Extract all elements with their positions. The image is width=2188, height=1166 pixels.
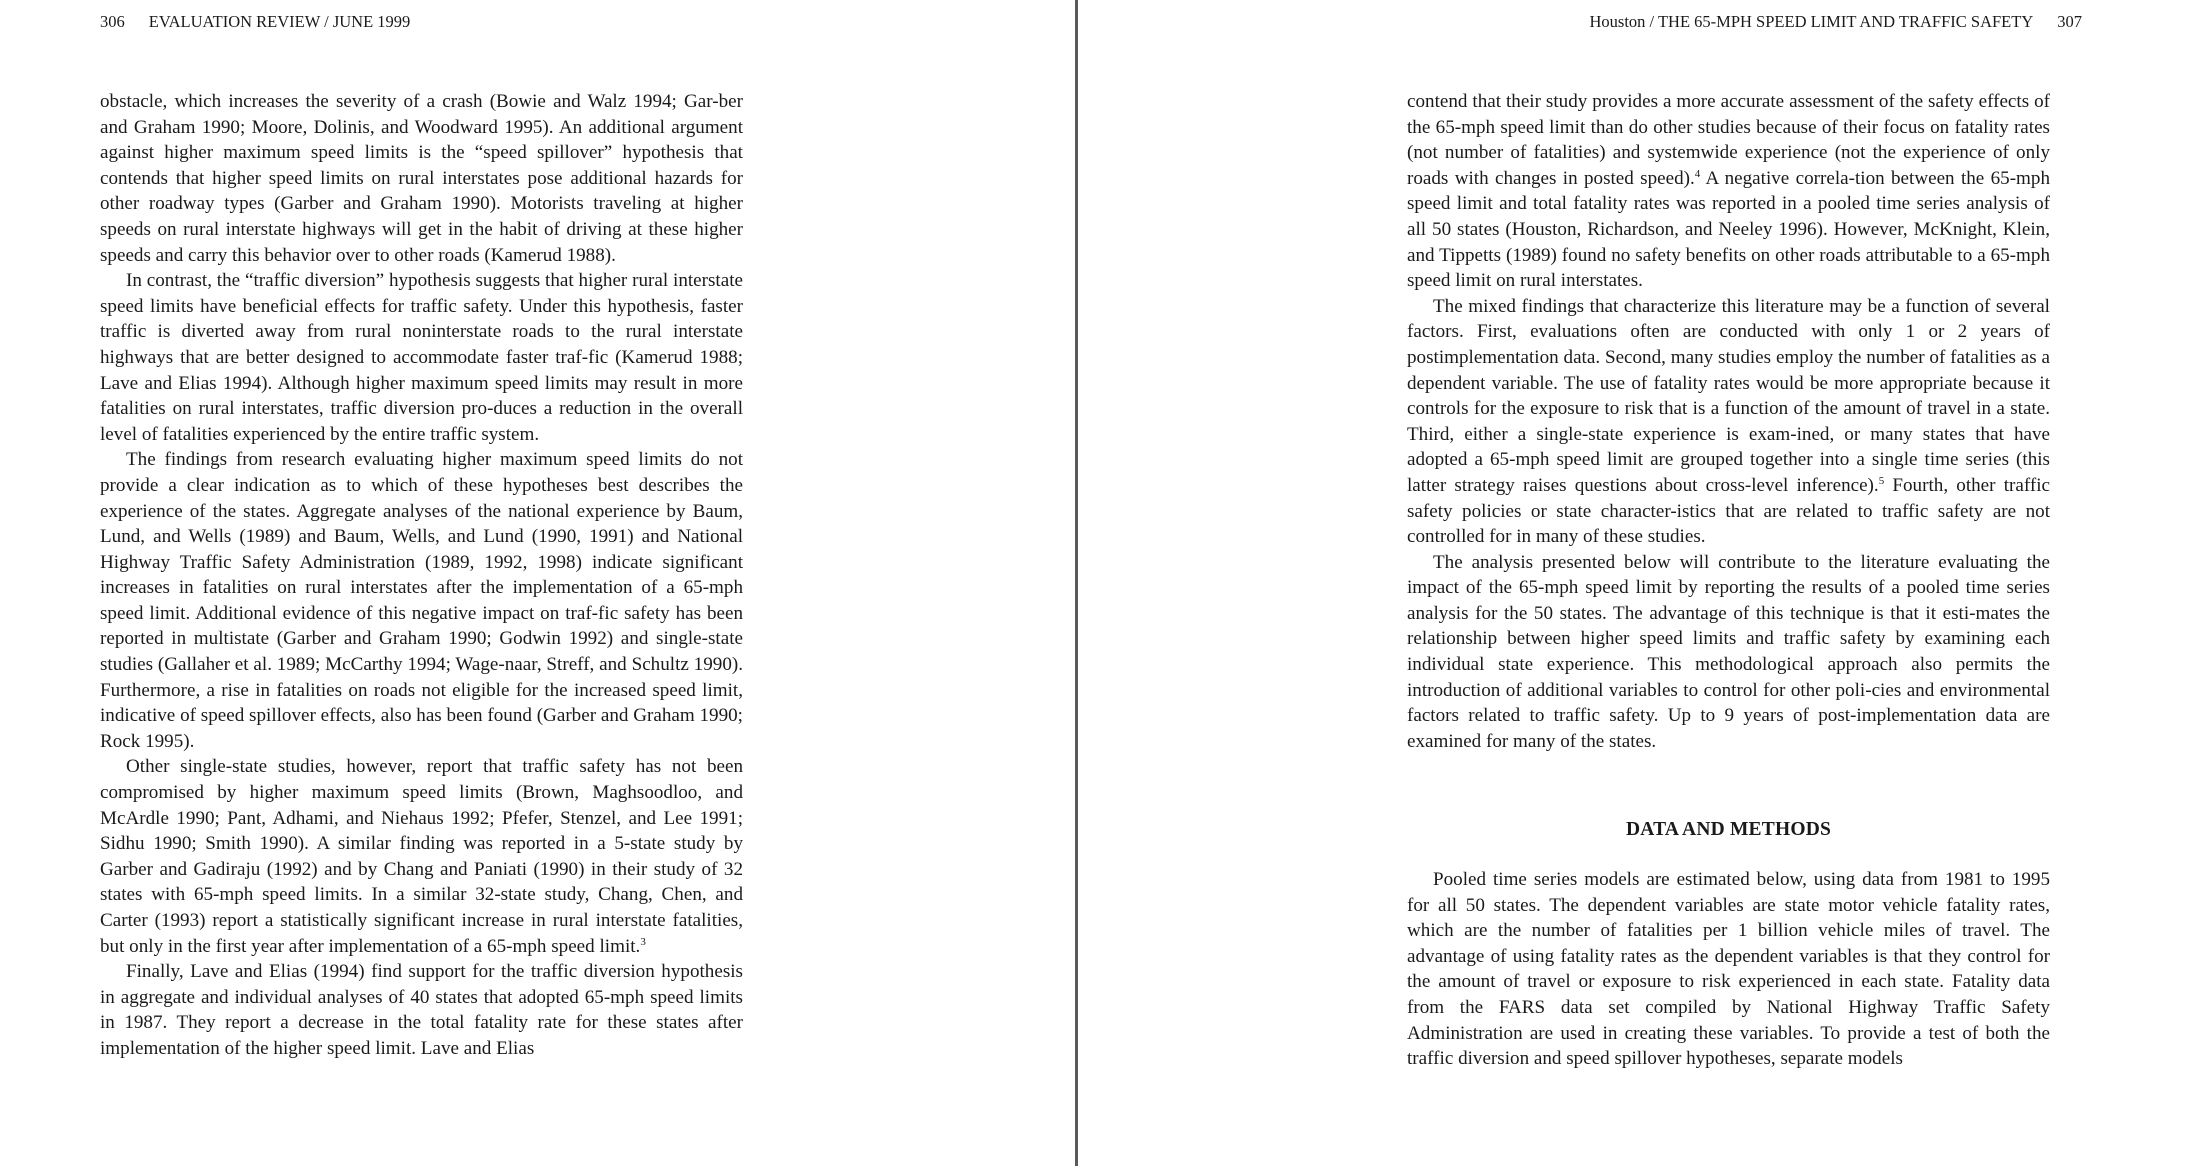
left-text-column	[100, 89, 743, 1062]
right-page-number: 307	[2057, 12, 2082, 31]
right-running-title: Houston / THE 65-MPH SPEED LIMIT AND TRAFFIC SAFETY	[1589, 12, 2034, 31]
left-page	[0, 0, 1075, 1166]
left-running-head	[100, 12, 410, 32]
section-heading: DATA AND METHODS	[1625, 819, 1832, 841]
right-page	[1082, 0, 2188, 1166]
footnote-marker: 5	[1878, 474, 1885, 487]
page-gutter-divider	[1075, 0, 1078, 1166]
body-paragraph: The findings from research evaluating higher maximum speed limits do not provide a clear indication as to which of these hypotheses best describes the experience of the states. Aggregate analyses of the national experience by Baum, Lund, and Wells (1989) and Baum, Wells, and Lund (1990, 1991) and National Highway Traffic Safety Administration (1989, 1992, 1998) indicate significant increases in fatalities on rural interstates after the implementation of a 65-mph speed limit. Additional evidence of this negative impact on traf-fic safety has been reported in multistate (Garber and Graham 1990; Godwin 1992) and single-state studies (Gallaher et al. 1989; McCarthy 1994; Wage-naar, Streff, and Schultz 1990). Furthermore, a rise in fatalities on roads not eligible for the increased speed limit, indicative of speed spillover effects, also has been found (Garber and Graham 1990; Rock 1995).	[100, 449, 743, 752]
body-paragraph: Finally, Lave and Elias (1994) find support for the traffic diversion hypothesis in aggregate and individual analyses of 40 states that adopted 65-mph speed limits in 1987. They report a decrease in the total fatality rate for these states after implementation of the higher speed limit. Lave and Elias	[100, 961, 743, 1059]
body-paragraph: Other single-state studies, however, report that traffic safety has not been compromised by higher maximum speed limits (Brown, Maghsoodloo, and McArdle 1990; Pant, Adhami, and Niehaus 1992; Pfefer, Stenzel, and Lee 1991; Sidhu 1990; Smith 1990). A similar finding was reported in a 5-state study by Garber and Gadiraju (1992) and by Chang and Paniati (1990) in their study of 32 states with 65-mph speed limits. In a similar 32-state study, Chang, Chen, and Carter (1993) report a statistically significant increase in rural interstate fatalities, but only in the first year after implementation of a 65-mph speed limit.$^3$	[100, 756, 743, 957]
right-text-column	[1407, 89, 2050, 1072]
body-paragraph: Pooled time series models are estimated below, using data from 1981 to 1995 for all 50 states. The dependent variables are state motor vehicle fatality rates, which are the number of fatalities per 1 billion vehicle miles of travel. The advantage of using fatality rates as the dependent variables is that they control for the amount of travel or exposure to risk experienced in each state. Fatality data from the FARS data set compiled by National Highway Traffic Safety Administration are used in creating these variables. To provide a test of both the traffic diversion and speed spillover hypotheses, separate models	[1407, 869, 2050, 1070]
body-paragraph: contend that their study provides a more accurate assessment of the safety effects of the 65-mph speed limit than do other studies because of their focus on fatality rates (not number of fatalities) and systemwide experience (not the experience of only roads with changes in posted speed).$^4$ A negative correla-tion between the 65-mph speed limit and total fatality rates was reported in a pooled time series analysis of all 50 states (Houston, Richardson, and Neeley 1996). However, McKnight, Klein, and Tippetts (1989) found no safety benefits on other roads attributable to a 65-mph speed limit on rural interstates.	[1407, 91, 2050, 292]
left-running-title: EVALUATION REVIEW / JUNE 1999	[148, 12, 411, 31]
body-paragraph: The mixed findings that characterize this literature may be a function of several factors. First, evaluations often are conducted with only 1 or 2 years of postimplementation data. Second, many studies employ the number of fatalities as a dependent variable. The use of fatality rates would be more appropriate because it controls for the exposure to risk that is a function of the amount of travel in a state. Third, either a single-state experience is exam-ined, or many states that have adopted a 65-mph speed limit are grouped together into a single time series (this latter strategy raises questions about cross-level inference).$^5$ Fourth, other traffic safety policies or state character-istics that are related to traffic safety are not controlled for in many of these studies.	[1407, 295, 2050, 548]
body-paragraph: obstacle, which increases the severity of a crash (Bowie and Walz 1994; Gar-ber and Graham 1990; Moore, Dolinis, and Woodward 1995). An additional argument against higher maximum speed limits is the “speed spillover” hypothesis that contends that higher speed limits on rural interstates pose additional hazards for other roadway types (Garber and Graham 1990). Motorists traveling at higher speeds on rural interstate highways will get in the habit of driving at these higher speeds and carry this behavior over to other roads (Kamerud 1988).	[100, 91, 743, 266]
footnote-marker: 3	[640, 935, 646, 948]
left-page-number: 306	[100, 12, 125, 31]
body-paragraph: In contrast, the “traffic diversion” hypothesis suggests that higher rural interstate speed limits have beneficial effects for traffic safety. Under this hypothesis, faster traffic is diverted away from rural noninterstate roads to the rural interstate highways that are better designed to accommodate faster traf-fic (Kamerud 1988; Lave and Elias 1994). Although higher maximum speed limits may result in more fatalities on rural interstates, traffic diversion pro-duces a reduction in the overall level of fatalities experienced by the entire traffic system.	[100, 270, 743, 445]
right-running-head	[1590, 12, 2082, 32]
body-paragraph: The analysis presented below will contribute to the literature evaluating the impact of the 65-mph speed limit by reporting the results of a pooled time series analysis for the 50 states. The advantage of this technique is that it esti-mates the relationship between higher speed limits and traffic safety by examining each individual state experience. This methodological approach also permits the introduction of additional variables to control for other poli-cies and environmental factors related to traffic safety. Up to 9 years of post-implementation data are examined for many of the states.	[1407, 551, 2050, 752]
footnote-marker: 4	[1694, 167, 1701, 180]
